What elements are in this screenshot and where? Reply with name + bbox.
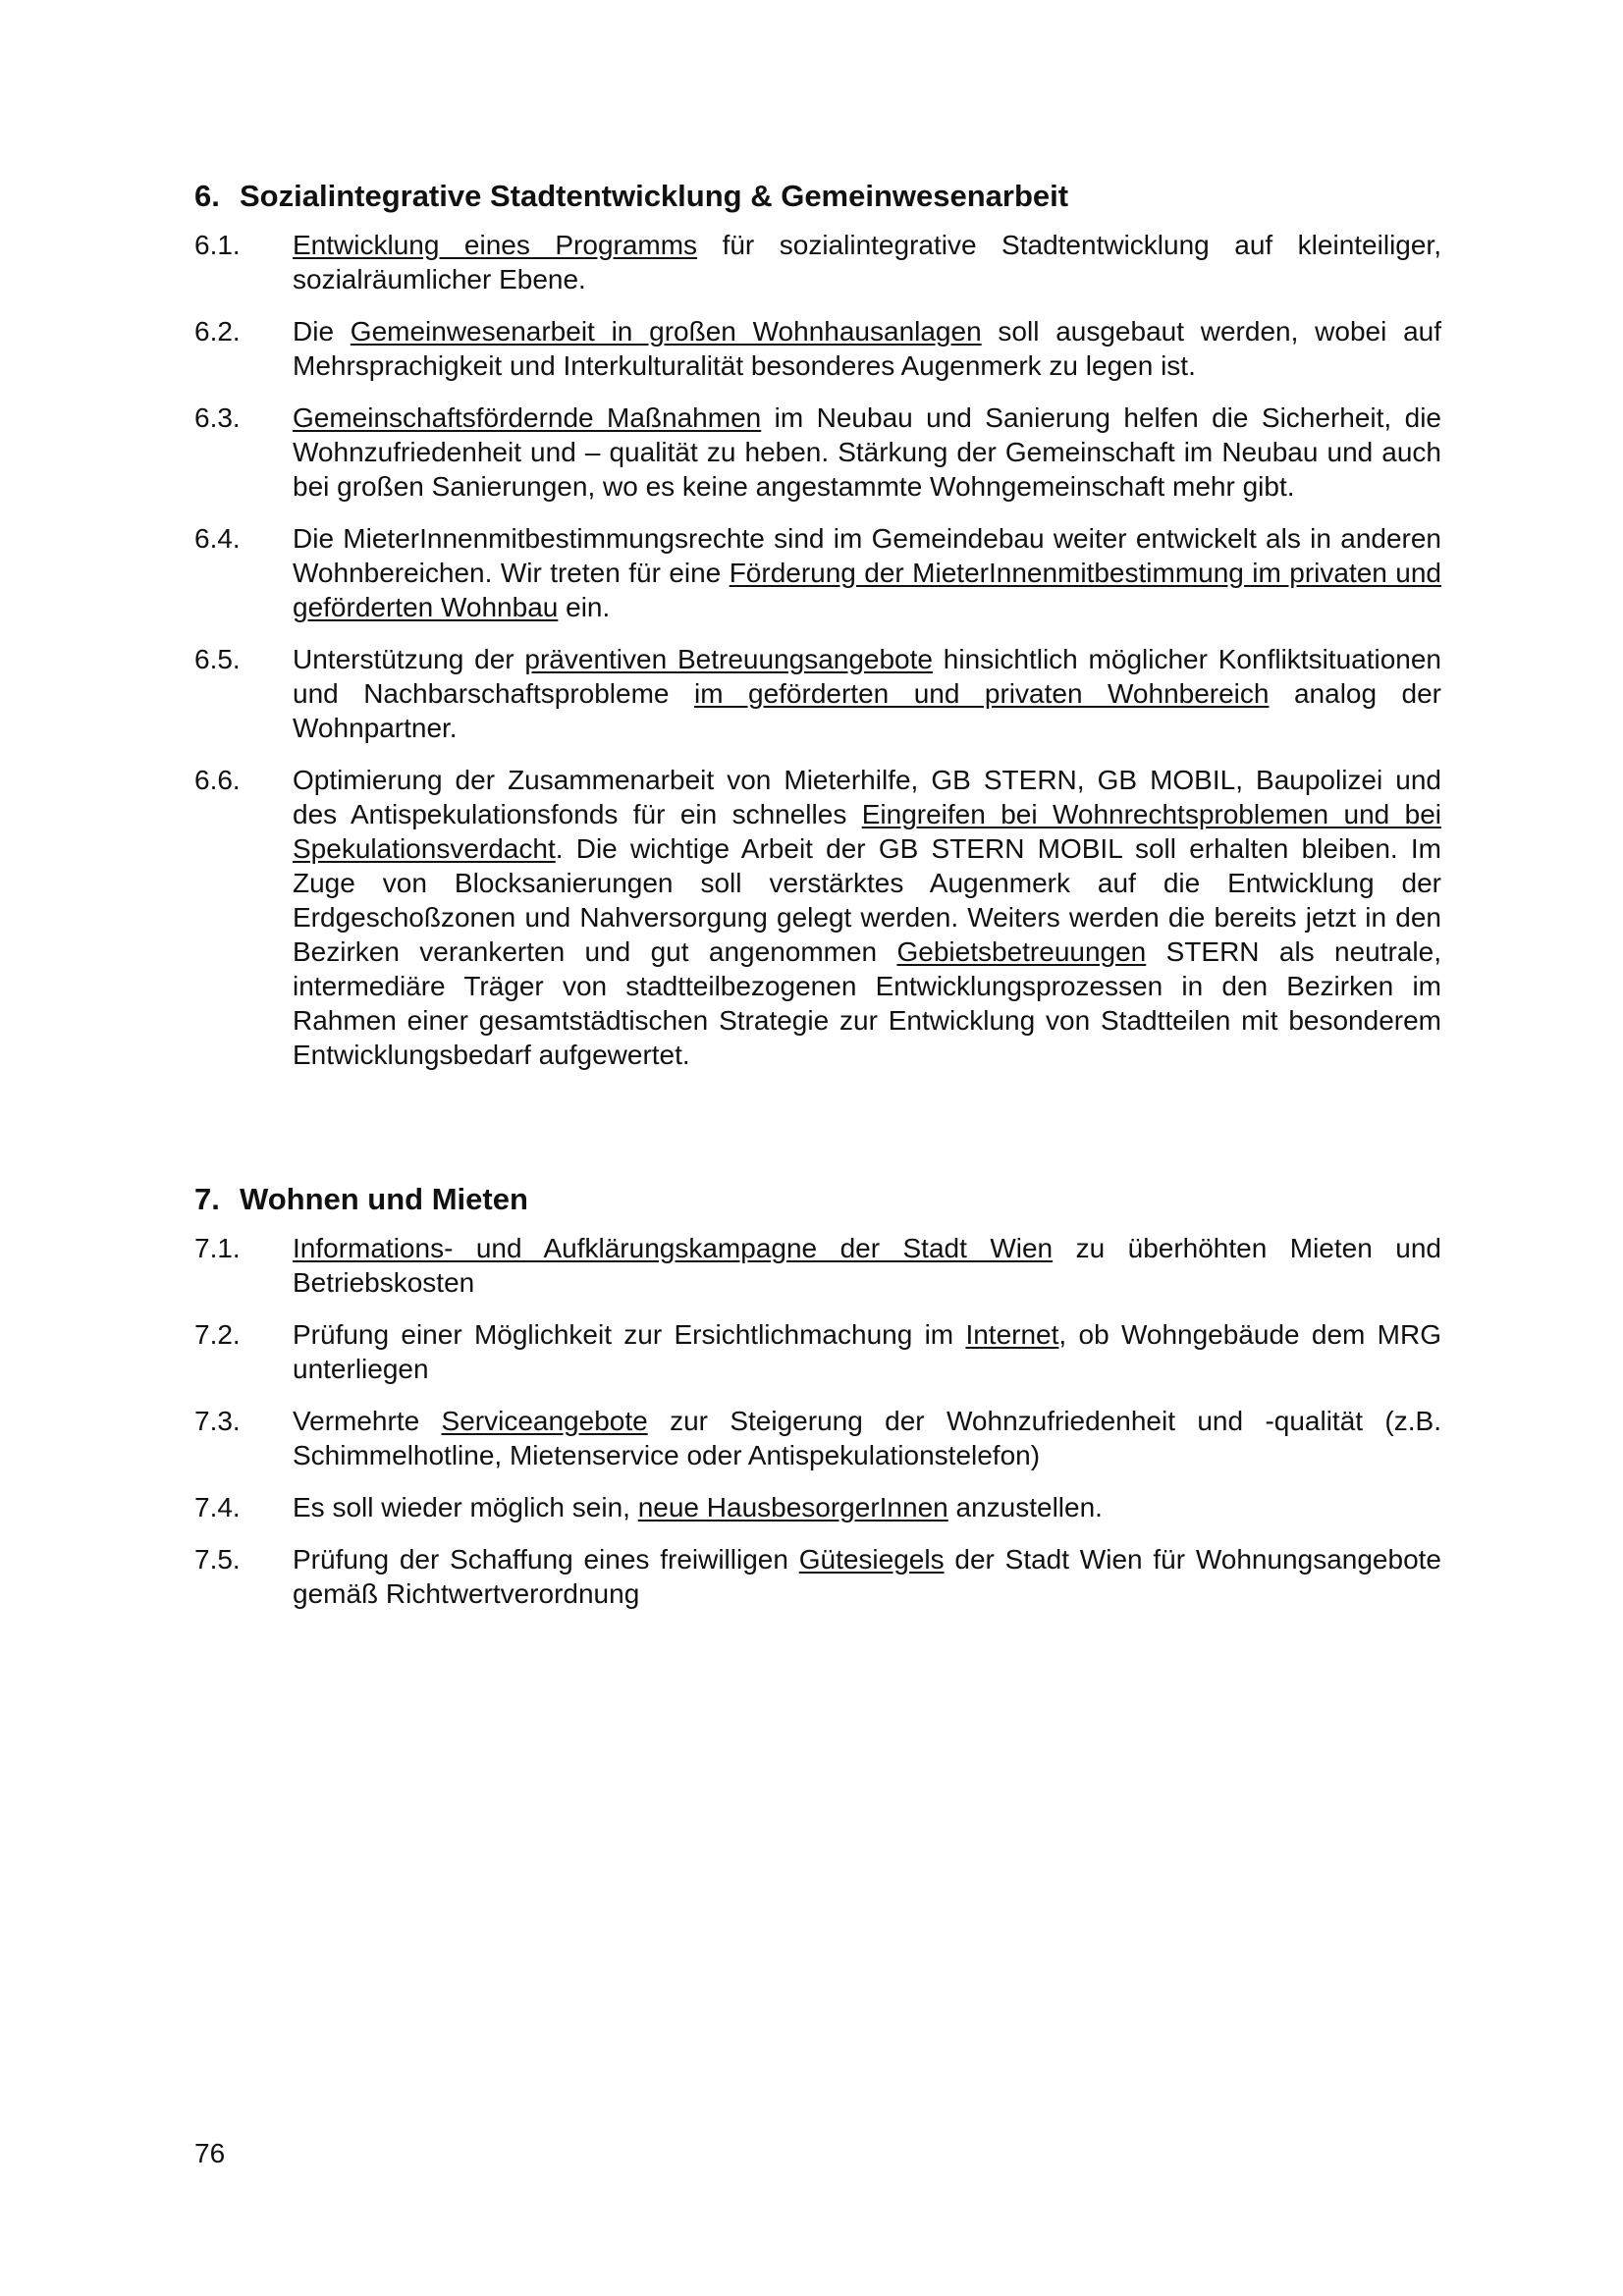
list-item: [194, 1231, 1441, 1300]
item-text: [293, 228, 1441, 296]
text-run: ein.: [558, 592, 611, 622]
list-item: [194, 1490, 1441, 1524]
underlined-phrase: Entwicklung eines Programms: [293, 230, 698, 260]
section-number: 7.: [194, 1182, 220, 1216]
text-run: . Die wichtige Arbeit der GB STERN MOBIL soll erhalten bleiben. Im Zuge von Blocksanierungen soll verstärktes Augenmerk auf die Entwicklung der Erdgeschoßzonen und Nahversorgung gelegt werden. Weiters werden die bereits jetzt in den Bezirken verankerten und gut angenommen: [293, 833, 1441, 967]
item-number: 7.5.: [194, 1544, 241, 1575]
item-number: 6.6.: [194, 765, 241, 795]
underlined-phrase: neue HausbesorgerInnen: [637, 1492, 948, 1522]
item-text: [293, 521, 1441, 624]
text-run: Unterstützung der: [293, 644, 525, 674]
item-number: 6.4.: [194, 523, 241, 554]
text-run: Die: [293, 316, 351, 347]
item-text: [293, 642, 1441, 745]
section-number: 6.: [194, 179, 220, 213]
item-number: 7.4.: [194, 1492, 241, 1522]
item-number: 7.1.: [194, 1233, 241, 1263]
text-run: STERN als neutrale, intermediäre Träger von stadtteilbezogenen Entwicklungsprozessen in den Bezirken im Rahmen einer gesamtstädtischen Strategie zur Entwicklung von Stadtteilen mit besonderem Entwicklungsbedarf aufgewertet.: [293, 936, 1441, 1070]
list-item: [194, 1542, 1441, 1611]
underlined-phrase: Informations- und Aufklärungskampagne der Stadt Wien: [293, 1233, 1054, 1263]
item-list: [194, 228, 1441, 1072]
item-text: [293, 1490, 1441, 1524]
item-number: 6.2.: [194, 316, 241, 347]
item-number: 6.5.: [194, 644, 241, 674]
text-run: , ob Wohngebäude dem MRG unterliegen: [293, 1319, 1441, 1384]
text-run: soll ausgebaut werden, wobei auf Mehrsprachigkeit und Interkulturalität besonderes Augenmerk zu legen ist.: [293, 316, 1442, 381]
section-6: [194, 175, 1441, 1090]
text-run: Die MieterInnenmitbestimmungsrechte sind im Gemeindebau weiter entwickelt als in anderen Wohnbereichen. Wir treten für eine: [293, 523, 1441, 588]
list-item: [194, 1404, 1441, 1472]
page-number: 76: [194, 2138, 226, 2168]
list-item: [194, 400, 1441, 504]
text-run: Optimierung der Zusammenarbeit von Mieterhilfe, GB STERN, GB MOBIL, Baupolizei und des Antispekulationsfonds für ein schnelles: [293, 765, 1441, 829]
section-title: Sozialintegrative Stadtentwicklung & Gemeinwesenarbeit: [240, 179, 1069, 213]
underlined-phrase: präventiven Betreuungsangebote: [524, 644, 933, 674]
text-run: im Neubau und Sanierung helfen die Sicherheit, die Wohnzufriedenheit und – qualität zu heben. Stärkung der Gemeinschaft im Neubau und auch bei großen Sanierungen, wo es keine angestammte Wohngemeinschaft mehr gibt.: [293, 402, 1441, 502]
item-text: [293, 1317, 1441, 1386]
text-run: für sozialintegrative Stadtentwicklung auf kleinteiliger, sozialräumlicher Ebene.: [293, 230, 1441, 294]
item-number: 6.3.: [194, 402, 241, 433]
item-text: [293, 1404, 1441, 1472]
list-item: [194, 642, 1441, 745]
underlined-phrase: Gemeinwesenarbeit in großen Wohnhausanlagen: [350, 316, 982, 347]
text-run: Vermehrte: [293, 1406, 442, 1436]
section-7: [194, 1178, 1441, 1629]
underlined-phrase: Gütesiegels: [798, 1544, 945, 1575]
underlined-phrase: Gemeinschaftsfördernde Maßnahmen: [293, 402, 762, 433]
underlined-phrase: Gebietsbetreuungen: [896, 936, 1147, 967]
text-run: analog der Wohnpartner.: [293, 678, 1442, 743]
list-item: [194, 1317, 1441, 1386]
item-number: 6.1.: [194, 230, 241, 260]
item-list: [194, 1231, 1441, 1611]
list-item: [194, 521, 1441, 624]
underlined-phrase: Förderung der MieterInnenmitbestimmung im privaten und geförderten Wohnbau: [293, 558, 1442, 622]
text-run: Es soll wieder möglich sein,: [293, 1492, 638, 1522]
item-text: [293, 1542, 1441, 1611]
list-item: [194, 763, 1441, 1072]
section-heading: [194, 1178, 1441, 1221]
list-item: [194, 228, 1441, 296]
list-item: [194, 314, 1441, 383]
item-text: [293, 400, 1441, 504]
section-heading: [194, 175, 1441, 218]
text-run: Prüfung der Schaffung eines freiwilligen: [293, 1544, 799, 1575]
text-run: hinsichtlich möglicher Konfliktsituationen und Nachbarschaftsprobleme: [293, 644, 1441, 709]
underlined-phrase: Serviceangebote: [441, 1406, 648, 1436]
text-run: zur Steigerung der Wohnzufriedenheit und -qualität (z.B. Schimmelhotline, Mietenservice oder Antispekulationstelefon): [293, 1406, 1441, 1470]
section-title: Wohnen und Mieten: [240, 1182, 528, 1216]
underlined-phrase: im geförderten und privaten Wohnbereich: [693, 678, 1270, 709]
text-run: der Stadt Wien für Wohnungsangebote gemäß Richtwertverordnung: [293, 1544, 1441, 1609]
item-number: 7.2.: [194, 1319, 241, 1350]
text-run: Prüfung einer Möglichkeit zur Ersichtlichmachung im: [293, 1319, 966, 1350]
underlined-phrase: Eingreifen bei Wohnrechtsproblemen und bei Spekulationsverdacht: [293, 799, 1441, 864]
item-number: 7.3.: [194, 1406, 241, 1436]
item-text: [293, 763, 1441, 1072]
text-run: zu überhöhten Mieten und Betriebskosten: [293, 1233, 1441, 1298]
item-text: [293, 314, 1441, 383]
underlined-phrase: Internet: [965, 1319, 1059, 1350]
text-run: anzustellen.: [947, 1492, 1103, 1522]
item-text: [293, 1231, 1441, 1300]
